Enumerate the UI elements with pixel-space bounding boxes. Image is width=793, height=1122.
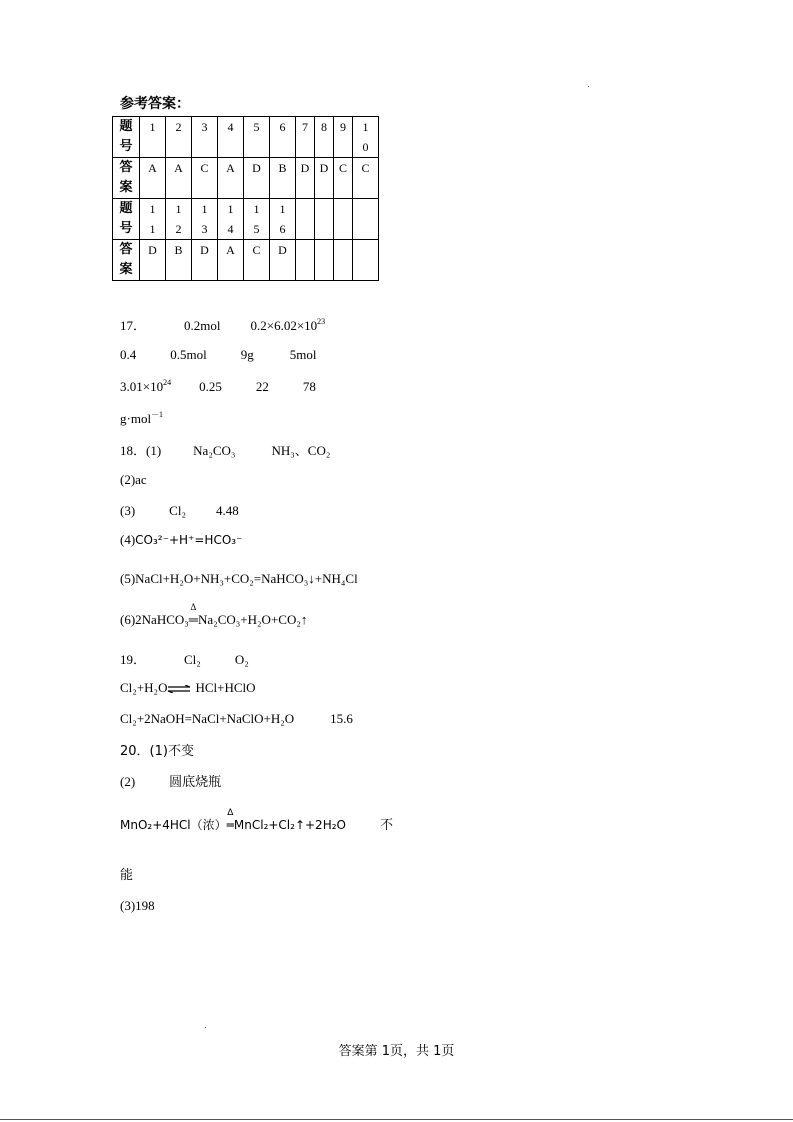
answer-cell-text: 6: [279, 120, 286, 134]
q18-part6-left: (6)2NaHCO₃: [120, 612, 189, 627]
answer-cell: [334, 199, 353, 240]
answer-cell-text: 4: [227, 120, 234, 134]
answer-cell: [353, 117, 379, 158]
answer-cell-text: C: [361, 161, 370, 175]
q17-line3-exp: 24: [163, 378, 172, 387]
answer-cell-text: 2: [175, 222, 182, 236]
answer-cell-text: A: [174, 161, 183, 175]
row-label-char: 号: [119, 139, 133, 154]
q17-line3: [120, 378, 316, 395]
answer-cell: [166, 117, 192, 158]
answers-heading: 参考答案：: [120, 96, 190, 112]
q18-part3-answer-a: Cl₂: [169, 503, 186, 518]
q17-answer-2-base: 0.2×6.02×10: [250, 318, 318, 333]
heat-equals-sign: Δ ═: [226, 808, 234, 832]
answer-cell-text: 5: [253, 120, 260, 134]
answer-cell-text: 1: [175, 202, 182, 216]
q17-line2-item: 0.5mol: [170, 347, 207, 362]
q20-part2-answer: 圆底烧瓶: [169, 775, 222, 790]
answer-cell: [140, 117, 166, 158]
answer-cell-text: A: [226, 243, 235, 257]
answer-cell: [140, 199, 166, 240]
answer-cell: [334, 240, 353, 281]
answer-cell: [140, 240, 166, 281]
scan-dot: [205, 1027, 206, 1028]
answer-cell-text: D: [252, 161, 261, 175]
answer-cell-text: 9: [340, 120, 346, 134]
answer-cell: [218, 199, 244, 240]
answer-cell: [218, 117, 244, 158]
answer-cell-text: B: [174, 243, 183, 257]
row-label: [113, 199, 140, 240]
answer-cell: [192, 199, 218, 240]
answer-cell-text: D: [300, 161, 310, 175]
answer-table-row: [113, 158, 379, 199]
q18-answer-1: Na₂CO₃: [193, 443, 236, 458]
q18-line1: [120, 440, 330, 459]
q18-part3-label: (3): [120, 503, 136, 518]
q18-part4: [120, 532, 242, 548]
answer-cell-text: C: [200, 161, 209, 175]
q19-number: 19．: [120, 652, 147, 667]
row-label-char: 题: [119, 119, 133, 134]
answer-cell-text: D: [278, 243, 287, 257]
answer-cell: [270, 158, 296, 199]
q17-number: 17．: [120, 318, 147, 333]
answer-cell: [353, 199, 379, 240]
reversible-arrow-icon: [167, 685, 191, 693]
answer-cell-text: 3: [201, 222, 208, 236]
q17-line2-item: 5mol: [289, 347, 317, 362]
answer-cell: [166, 240, 192, 281]
q18-part5: (5)NaCl+H₂O+NH₃+CO₂=NaHCO₃↓+NH₄Cl: [120, 571, 358, 586]
answer-cell-text: 1: [149, 202, 156, 216]
q17-answer-1: 0.2mol: [184, 318, 221, 333]
answer-cell-text: A: [226, 161, 235, 175]
q19-equation-2: [120, 711, 353, 727]
delta-symbol: Δ: [227, 808, 234, 818]
q20-answer-part-b: 能: [120, 868, 134, 883]
answer-cell: [315, 158, 334, 199]
answer-cell-text: 1: [227, 202, 234, 216]
q17-unit-base: g·mol: [120, 411, 152, 426]
q17-line2: [120, 347, 316, 363]
row-label-char: 号: [119, 221, 133, 236]
answer-cell-text: C: [252, 243, 261, 257]
answer-cell: [192, 240, 218, 281]
q17-line3-item: 78: [302, 379, 316, 394]
q17-unit-exp: －1: [151, 410, 164, 419]
answer-cell: [244, 240, 270, 281]
answer-cell: [296, 199, 315, 240]
row-label: [113, 158, 140, 199]
q20-part2: [120, 771, 221, 790]
q17-line3-item: 22: [255, 379, 269, 394]
answer-cell: [296, 240, 315, 281]
answer-cell: [315, 117, 334, 158]
answer-cell: [353, 240, 379, 281]
q19-eq2: Cl₂+2NaOH=NaCl+NaClO+H₂O: [120, 711, 295, 726]
answer-table: [112, 116, 379, 281]
q18-part3: [120, 503, 239, 519]
answer-cell-text: 1: [279, 202, 286, 216]
q18-part3-answer-b: 4.48: [216, 503, 239, 518]
q18-part2: (2)ac: [120, 472, 147, 487]
answer-table-row: [113, 117, 379, 158]
q20-part1: 20．(1)不变: [120, 744, 194, 759]
answer-cell: [192, 158, 218, 199]
answer-cell: [244, 199, 270, 240]
row-label-char: 题: [119, 201, 133, 216]
answer-table-row: [113, 199, 379, 240]
answer-cell: [140, 158, 166, 199]
answer-cell-text: 2: [175, 120, 182, 134]
answer-cell: [244, 158, 270, 199]
answer-cell: [166, 199, 192, 240]
q19-value: 15.6: [330, 711, 353, 726]
q19-equation-1: [120, 680, 256, 696]
answer-cell-text: 1: [362, 120, 369, 134]
q17-answer-2-exp: 23: [317, 317, 326, 326]
answer-cell: [296, 158, 315, 199]
answer-cell: [270, 117, 296, 158]
answer-cell: [218, 240, 244, 281]
answer-cell: [270, 199, 296, 240]
delta-symbol: Δ: [190, 602, 197, 612]
row-label-char: 答: [119, 160, 133, 175]
q17-line2-item: 9g: [240, 347, 254, 362]
q20-part3: (3)198: [120, 898, 155, 913]
bottom-rule: [0, 1119, 793, 1120]
answer-cell-text: C: [338, 161, 347, 175]
answer-cell-text: A: [148, 161, 157, 175]
answer-cell: [353, 158, 379, 199]
answer-cell-text: 5: [253, 222, 260, 236]
heat-equals-sign: Δ ═: [188, 602, 199, 627]
row-label-char: 案: [119, 180, 133, 195]
answer-cell: [218, 158, 244, 199]
answer-cell-text: 0: [362, 140, 369, 154]
answer-cell: [244, 117, 270, 158]
q18-part6: [120, 602, 308, 628]
answer-cell: [296, 117, 315, 158]
scan-dot: [588, 86, 589, 87]
q19-answer-2: O₂: [234, 652, 249, 667]
answer-cell-text: D: [200, 243, 209, 257]
answer-cell-text: 4: [227, 222, 234, 236]
q20-eq-right: MnCl₂+Cl₂↑+2H₂O: [233, 818, 346, 832]
q18-part6-right: Na₂CO₃+H₂O+CO₂↑: [198, 612, 308, 627]
q17-line4: [120, 409, 163, 427]
answer-cell-text: D: [319, 161, 329, 175]
answer-cell-text: 1: [253, 202, 260, 216]
answer-cell-text: 3: [201, 120, 208, 134]
q19-line1: [120, 649, 249, 668]
q17-line3-item: 0.25: [199, 379, 222, 394]
answer-cell-text: B: [278, 161, 287, 175]
row-label-char: 案: [119, 262, 133, 277]
q20-answer-part-a: 不: [379, 818, 393, 833]
answer-cell-text: 1: [149, 120, 156, 134]
row-label-char: 答: [119, 242, 133, 257]
answer-cell: [270, 240, 296, 281]
answer-cell-text: 8: [321, 120, 327, 134]
answer-cell: [192, 117, 218, 158]
q20-part2-label: (2): [120, 774, 136, 789]
page-footer: 答案第 1页，共 1页: [338, 1044, 455, 1059]
answer-cell: [315, 199, 334, 240]
q19-eq1-left: Cl₂+H₂O: [120, 680, 168, 695]
answer-cell-text: 1: [149, 222, 156, 236]
answer-cell-text: 1: [201, 202, 208, 216]
row-label: [113, 240, 140, 281]
q17-line2-item: 0.4: [120, 347, 137, 362]
answer-cell-text: 7: [302, 120, 308, 134]
q18-part4-equation: CO₃²⁻+H⁺=HCO₃⁻: [135, 533, 243, 547]
q19-eq1-right: HCl+HClO: [195, 680, 256, 695]
answer-cell: [315, 240, 334, 281]
q17-line1: [120, 315, 325, 334]
q19-answer-1: Cl₂: [184, 652, 201, 667]
q18-part4-label: (4): [120, 532, 136, 547]
answer-cell: [166, 158, 192, 199]
answer-cell: [334, 158, 353, 199]
q18-answer-2: NH₃、CO₂: [271, 443, 331, 458]
answer-table-row: [113, 240, 379, 281]
row-label: [113, 117, 140, 158]
answer-cell-text: 6: [279, 222, 286, 236]
q20-eq-left: MnO₂+4HCl（浓）: [120, 818, 227, 832]
q18-number: 18．(1): [120, 443, 162, 458]
q17-line3-base: 3.01×10: [120, 379, 164, 394]
answer-cell-text: D: [148, 243, 157, 257]
q20-equation: [120, 808, 393, 833]
answer-cell: [334, 117, 353, 158]
